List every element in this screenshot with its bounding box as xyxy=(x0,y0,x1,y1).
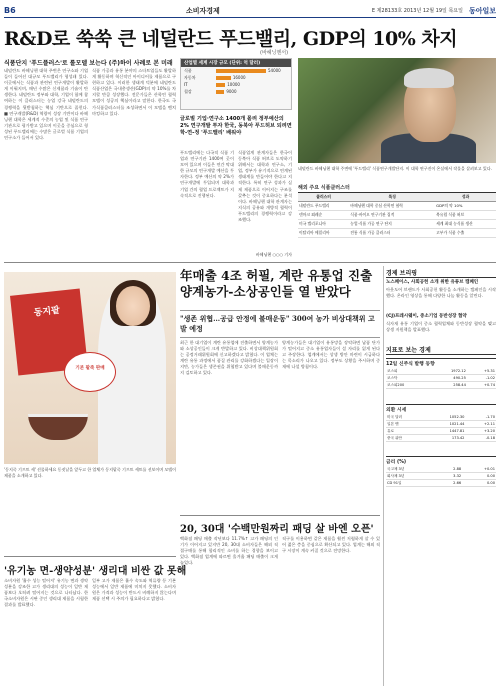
chart-row xyxy=(181,81,291,88)
stat-cell: -1.02 xyxy=(467,375,496,382)
table-cell: 네덜란드 푸드밸리 xyxy=(298,202,349,211)
photo1-caption: 네덜란드 바헤닝헨 대학 주변에 '푸드밸리' 식품연구개발단지. 이 대학 연구진이 온실에서 작물을 살펴보고 있다. xyxy=(298,166,492,171)
table-cell: 북유럽 식품 허브 xyxy=(435,211,496,220)
stat-cell: CD 91일 xyxy=(386,480,436,487)
story1-reporter: 바헤닝헨 ○○○ 기자 xyxy=(255,252,292,257)
table-row xyxy=(298,211,496,220)
story2-col1: 최근 한 대기업이 계란 유통업에 진출하면서 양계농가와 소상공인들이 크게 반발하고 있다. 비상대책위원회는 공정거래위원회에 신고하겠다고 밝혔다. 이 업체는 계란 유통 과정에서 품질 관리를 강화하겠다는 입장이지만, 농가들은 생존권을 위협받고 있다며 불매운동까지 검토하고 있다. xyxy=(180,340,278,376)
story3-headline: '유기농 면-생약성분' 생리대 비싼 값 못해 xyxy=(4,566,187,577)
stat-cell: +2.11 xyxy=(465,421,496,428)
chart-row xyxy=(181,74,291,81)
chart-bar xyxy=(216,76,231,80)
stat-row xyxy=(386,375,496,382)
chart-category-label: 식품 xyxy=(184,67,192,73)
table-cell: 식품·바이오 연구기관 집적 xyxy=(349,211,435,220)
stat-cell: 490.25 xyxy=(429,375,467,382)
table-header: 클러스터 xyxy=(298,193,349,202)
stat-cell: 회사채 3년 xyxy=(386,473,436,480)
story2-headline: 年매출 4조 허필, 계란 유통업 진출 양계농가-소상공인들 열 받았다 xyxy=(180,268,373,299)
chart-value-label: 54000 xyxy=(268,68,281,73)
porridge-bowl xyxy=(28,414,88,440)
fx-table xyxy=(386,404,496,442)
stat-cell: -0.18 xyxy=(465,435,496,442)
model-face-shape xyxy=(116,286,150,326)
researcher-photo xyxy=(298,58,496,163)
brief1-body: 아웃도어 브랜드가 사회공헌 활동을 소개하는 캠페인을 시작했다. 온라인 영상을 통해 다양한 나눔 활동을 알린다. xyxy=(386,287,496,299)
stat-row xyxy=(386,428,496,435)
stat-cell: 코스닥 xyxy=(386,375,429,382)
product-photo xyxy=(4,272,176,464)
story3-divider xyxy=(4,556,176,557)
chart-bar xyxy=(216,69,266,73)
stat-cell: -1.70 xyxy=(465,414,496,421)
table-cell: 고부가 식품 수출 xyxy=(435,229,496,238)
table-cell: 바헤닝헨 대학 중심 산학연 협력 xyxy=(349,202,435,211)
stat-cell: +0.74 xyxy=(467,382,496,389)
story4-col2: 직구를 이용하면 같은 제품을 훨씬 저렴하게 살 수 있어 젊은 층을 중심으로 확산되고 있다. 업계는 해외 직구 시장이 계속 커질 것으로 전망한다. xyxy=(282,536,380,554)
stat-row xyxy=(386,382,496,389)
stat-cell: 1021.44 xyxy=(426,421,466,428)
rate-table-title: 금리 (%) xyxy=(386,460,407,465)
story3-col1: 소비자원 '흡수 성능 떨어져' 유기농 면과 생약 성분을 강조한 고가 생리대의 성능이 일반 제품보다 오히려 떨어지는 것으로 나타났다. 한국소비자원은 시판 중인 생리대 제품을 시험한 결과를 발표했다. xyxy=(4,578,88,608)
stock-table-title: 12일 신주식 발행 동향 xyxy=(386,362,435,367)
page-number: B6 xyxy=(4,6,16,15)
table-cell: 덴마크 외레순 xyxy=(298,211,349,220)
stock-table xyxy=(386,358,496,389)
rate-table xyxy=(386,456,496,487)
story2-quote: "생존 위협…공급 안정에 불매운동" 300여 농가 비상대책위 고발 예정 xyxy=(180,310,380,338)
table-cell: 세계 최대 농식품 생산 xyxy=(435,220,496,229)
table-cell: 농업·식품 가공 연구 단지 xyxy=(349,220,435,229)
stat-row xyxy=(386,435,496,442)
stat-cell: 유로 xyxy=(386,428,426,435)
chart-title: 산업별 세계 시장 규모 (단위: 억 달러) xyxy=(181,59,291,67)
story4-headline: 20, 30대 '수백만원짜리 패딩 살 바엔 오픈' xyxy=(180,524,374,535)
market-size-chart xyxy=(180,58,292,110)
stat-cell: 코스피200 xyxy=(386,382,429,389)
stat-cell: 1972.12 xyxy=(429,368,467,375)
table-header: 성과 xyxy=(435,193,496,202)
story1-col4: 식품업계 관계자들은 한국이 동북아 식품 허브로 도약하기 위해서는 대학과 연구소, 기업, 정부가 유기적으로 연계된 생태계를 만들어야 한다고 지적한다. 특히 연구 성과가 실제 제품으로 이어지는 구조를 갖추는 것이 중요하다는 분석이다. 바헤닝헨 대학 관계자는 지식의 공유와 개방적 협력이 푸드밸리의 경쟁력이라고 강조했다. xyxy=(238,150,292,223)
dateline: (바헤닝헨서) xyxy=(260,50,289,56)
briefing-title: 경제 브리핑 xyxy=(386,268,496,278)
stat-cell: 258.44 xyxy=(429,382,467,389)
table-row xyxy=(298,220,496,229)
table-header: 특징 xyxy=(349,193,435,202)
story1-col3-subhead: 글로벌 기업·연구소 1400개 몰려 정부예산의 2% 연구개발 투자 한국, 동북아 푸드허브 되려면 학-연-정 '푸드밸리' 배워야 xyxy=(180,116,292,136)
stat-cell: 3.32 xyxy=(436,473,462,480)
masthead xyxy=(4,4,496,18)
stat-cell: 1052.30 xyxy=(426,414,466,421)
fx-table-title: 외환 시세 xyxy=(386,408,407,413)
promo-badge: 기본 팥죽 판매 xyxy=(64,352,116,392)
story1-col1: 네덜란드 바헤닝헨 대학 주변은 연구소와 기업들이 들어선 대규모 푸드밸리가 형성돼 있다. 이곳에서는 식품과 관련된 연구개발이 활발하게 이뤄지며, 매년 수많은 신제품과 기술이 탄생한다. 네덜란드 정부와 대학, 기업이 함께 참여하는 이 클러스터는 농업 강국 네덜란드의 경쟁력을 뒷받침하는 핵심 기반으로 꼽힌다. ■ 연구개발(R&D) 역량이 성장 기반이다 바헤닝헨 대학은 세계적 수준의 농업 및 식품 연구기관으로 평가받고 있으며 이곳을 중심으로 형성된 푸드밸리에는 수많은 글로벌 식품 기업의 연구소가 들어서 있다. xyxy=(4,68,88,141)
story2-col2: 양계농가들은 대기업이 유통망을 장악하면 납품 단가가 떨어지고 중소 유통업자들이 설 자리를 잃게 된다고 주장한다. 업계에서는 상생 방안 마련이 시급하다는 목소리가 나오고 있다. 정부도 상황을 주시하며 중재에 나설 방침이다. xyxy=(282,340,380,370)
table-row xyxy=(298,229,496,238)
brief2-body: 식자재 유통 기업이 중소 협력업체와 동반성장 협약을 맺고 상생 지원책을 발표했다. xyxy=(386,321,496,333)
chart-category-label: IT xyxy=(184,82,188,87)
stat-cell: +3.20 xyxy=(465,428,496,435)
stat-cell: 일본 엔 xyxy=(386,421,426,428)
food-cluster-table xyxy=(298,185,496,254)
stat-cell: 2.88 xyxy=(436,466,462,473)
chart-value-label: 9000 xyxy=(226,89,237,94)
section-divider xyxy=(4,262,496,263)
table-cell: GDP의 약 10% xyxy=(435,202,496,211)
stat-cell: 미국 달러 xyxy=(386,414,426,421)
story1-col2: 식품 가공과 유통 분야의 스타트업들도 활발하게 활동하며 혁신적인 아이디어를 제품으로 구현하고 있다. 이러한 생태계 덕분에 네덜란드 식품산업은 국내총생산(GDP)의 약 10%를 차지할 만큼 성장했다. 전문가들은 산학연 협력 모델이 성공의 핵심이라고 말한다. 한국도 국가식품클러스터를 조성하면서 이 모델을 벤치마킹하고 있다. xyxy=(92,68,176,116)
table-title: 해외 주요 식품클러스터 xyxy=(298,185,350,191)
table-row xyxy=(298,202,496,211)
photo-hair-shape xyxy=(404,68,454,88)
issue-date: E 제28133호 2013년 12월 19일 목요일 xyxy=(371,8,463,14)
chart-category-label: 철강 xyxy=(184,88,192,94)
story1-subhead: 식품단지 '푸드플러스'로 롤모델 보는다 (주)하이 사례로 본 미래 xyxy=(4,60,173,67)
product-box: 동지팥 xyxy=(10,289,88,376)
chart-row xyxy=(181,67,291,74)
story4-divider xyxy=(180,515,380,516)
stat-cell: 국고채 3년 xyxy=(386,466,436,473)
stat-cell: 중국 위안 xyxy=(386,435,426,442)
stat-cell: 0.00 xyxy=(462,473,496,480)
chart-value-label: 10000 xyxy=(227,82,240,87)
story4-col1: 백화점 패딩 매출 작년보다 11.7%↑ 고가 패딩의 인기가 이어지고 있지만 20, 30대 소비자들은 해외 직접구매를 통해 합리적인 소비를 하는 경향을 보이고 있다. 백화점 업계에 따르면 올겨울 패딩 매출이 크게 늘었다. xyxy=(180,536,278,566)
stat-cell: +0.01 xyxy=(462,466,496,473)
stat-cell: 173.42 xyxy=(426,435,466,442)
stat-row xyxy=(386,480,496,487)
table-cell: 미국 캘리포니아 xyxy=(298,220,349,229)
table-cell: 전통 식품 가공 클러스터 xyxy=(349,229,435,238)
stat-cell: 0.00 xyxy=(462,480,496,487)
story3-col2: 일부 고가 제품은 흡수 속도와 역류량 등 기본 성능에서 일반 제품에 미치지 못했다. 소비자원은 가격과 성능이 반드시 비례하지 않는다며 제품 선택 시 주의가 필요하다고 밝혔다. xyxy=(92,578,176,602)
column-divider xyxy=(383,266,384,686)
story1-col3: 푸드밸리에는 다국적 식품 기업과 연구기관 1400여 곳이 모여 있으며 이들은 연간 막대한 규모의 연구개발 예산을 투자한다. 정부 예산의 약 2%가 연구개발에 투입되며 대학과 기업 간의 협업 프로젝트가 지속적으로 진행된다. xyxy=(180,150,234,198)
stat-cell: 코스피 xyxy=(386,368,429,375)
chart-row xyxy=(181,88,291,95)
section-title: 소비자경제 xyxy=(186,6,220,15)
chart-value-label: 16000 xyxy=(232,75,246,80)
stat-row xyxy=(386,421,496,428)
chart-bar xyxy=(216,83,225,87)
chart-category-label: 자동차 xyxy=(184,74,196,80)
stats-title: 지표로 보는 경제 xyxy=(386,345,496,355)
table-cell: 이탈리아 에밀리아 xyxy=(298,229,349,238)
brief1-title: 노스페이스, 사회공헌 소개 위한 유튜브 캠페인 xyxy=(386,280,479,285)
stat-cell: 1447.81 xyxy=(426,428,466,435)
stat-cell: 2.66 xyxy=(436,480,462,487)
newspaper-logo: 동아일보 xyxy=(468,6,496,15)
chart-bar xyxy=(216,90,224,94)
stat-row xyxy=(386,473,496,480)
main-headline: R&D로 쑥쑥 큰 네덜란드 푸드밸리, GDP의 10% 차지 xyxy=(4,28,458,50)
brief2-title: (CJ)프레시웨이, 중소기업 동반성장 협약 xyxy=(386,314,467,319)
stat-cell: +5.31 xyxy=(467,368,496,375)
product-caption: '동지죽 기프트 세' 선물하세요 동짓날을 앞두고 한 업체가 동지팥죽 기프트 세트를 선보이며 모델이 제품을 소개하고 있다. xyxy=(4,467,177,478)
